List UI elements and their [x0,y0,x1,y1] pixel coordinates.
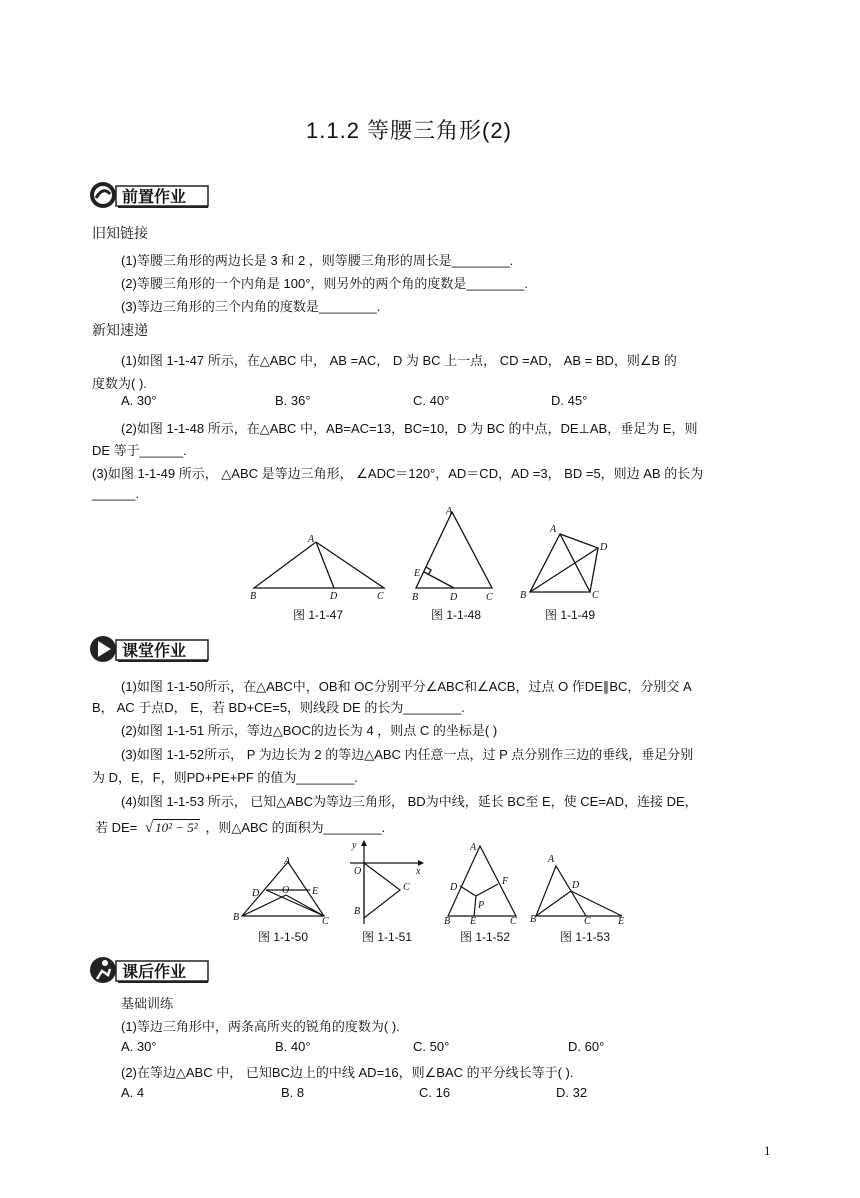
figure-1-1-53 [528,850,630,926]
vertex-label: A [550,524,557,535]
vertex-label: C [592,590,599,601]
class-q1-line2: B， AC 于点D， E，若 BD+CE=5，则线段 DE 的长为________. [92,700,465,715]
class-q3-line2: 为 D，E，F，则PD+PE+PF 的值为________. [92,770,358,785]
axis-label: x [416,866,421,877]
option: C. 50° [413,1039,450,1054]
figure-1-1-50 [230,852,334,924]
figure-caption: 图 1-1-52 [460,930,511,944]
option: D. 45° [551,393,588,408]
square-root-expression: √ 10² − 5² [144,820,198,836]
q4-suffix: ，则△ABC 的面积为________. [205,820,386,835]
heading-old: 旧知链接 [92,225,148,241]
figure-1-1-49 [516,520,612,602]
vertex-label: E [312,886,319,897]
vertex-label: A [308,534,315,545]
section-badge-class [88,634,210,664]
new-q3-line2: ______. [92,486,139,501]
new-q2-line1: (2)如图 1-1-48 所示，在△ABC 中，AB=AC=13，BC=10，D 为 BC 的中点，DE⊥AB，垂足为 E，则 [121,421,698,436]
vertex-label: C [584,916,591,926]
after-q2: (2)在等边△ABC 中， 已知BC边上的中线 AD=16，则∠BAC 的平分线长等于( ). [121,1065,574,1080]
figure-1-1-48 [408,504,498,602]
class-q4-line1: (4)如图 1-1-53 所示， 已知△ABC为等边三角形， BD为中线，延长 BC至 E，使 CE=AD，连接 DE， [121,794,698,809]
vertex-label: B [250,591,257,602]
old-q2: (2)等腰三角形的一个内角是 100°，则另外的两个角的度数是________. [121,276,528,291]
axis-label: y [352,840,357,851]
q4-prefix: 若 DE= [95,820,138,835]
vertex-label: A [284,856,291,867]
new-q1-line1: (1)如图 1-1-47 所示，在△ABC 中， AB =AC， D 为 BC 上一点， CD =AD， AB = BD，则∠B 的 [121,353,677,368]
figure-1-1-51 [344,838,426,926]
option: C. 40° [413,393,450,408]
figure-caption: 图 1-1-53 [560,930,611,944]
vertex-label: D [450,592,458,602]
section-title: 前置作业 [122,187,187,206]
option: D. 32 [556,1085,588,1100]
vertex-label: O [354,866,362,877]
option: A. 30° [121,1039,157,1054]
vertex-label: E [414,568,421,579]
after-q1: (1)等边三角形中，两条高所夹的锐角的度数为( ). [121,1019,400,1034]
vertex-label: C [403,882,410,893]
page-title: 1.1.2 等腰三角形(2) [306,118,512,143]
vertex-label: B [444,916,451,924]
vertex-label: B [354,906,361,917]
vertex-label: D [572,880,580,891]
heading-basic: 基础训练 [121,996,174,1011]
figure-caption: 图 1-1-49 [545,608,596,622]
figure-caption: 图 1-1-47 [293,608,344,622]
option: B. 8 [281,1085,305,1100]
class-q3-line1: (3)如图 1-1-52所示， P 为边长为 2 的等边△ABC 内任意一点，过 P 点分别作三边的垂线，垂足分别 [121,747,694,762]
vertex-label: C [486,592,493,602]
vertex-label: D [330,591,338,602]
class-q4-line2 [95,817,385,837]
vertex-label: A [446,506,453,517]
vertex-label: C [322,916,329,924]
new-q3-line1: (3)如图 1-1-49 所示， △ABC 是等边三角形， ∠ADC＝120°，AD＝CD，AD =3， BD =5，则边 AB 的长为 [92,466,704,481]
figure-caption: 图 1-1-50 [258,930,309,944]
figure-caption: 图 1-1-51 [362,930,413,944]
vertex-label: A [470,842,477,853]
radicand: 10² − 5² [155,820,198,835]
figure-caption: 图 1-1-48 [431,608,482,622]
class-q2: (2)如图 1-1-51 所示，等边△BOC的边长为 4 ，则点 C 的坐标是( ) [121,723,498,738]
vertex-label: C [377,591,384,602]
vertex-label: D [252,888,260,899]
old-q3: (3)等边三角形的三个内角的度数是________. [121,299,381,314]
vertex-label: O [282,885,290,896]
section-title: 课堂作业 [122,641,187,660]
vertex-label: C [510,916,517,924]
vertex-label: E [618,916,625,926]
figure-1-1-52 [440,838,526,924]
option: D. 60° [568,1039,605,1054]
option: A. 30° [121,393,157,408]
option: C. 16 [419,1085,451,1100]
section-badge-pre [88,180,210,210]
vertex-label: D [600,542,608,553]
page-number: 1 [764,1143,771,1158]
old-q1: (1)等腰三角形的两边长是 3 和 2 ，则等腰三角形的周长是________. [121,253,514,268]
vertex-label: B [412,592,419,602]
vertex-label: A [548,854,555,865]
class-q1-line1: (1)如图 1-1-50所示，在△ABC中，OB和 OC分别平分∠ABC和∠ACB，过点 O 作DE∥BC，分别交 A [121,679,692,694]
vertex-label: D [450,882,458,893]
section-badge-after [88,955,210,985]
option: B. 40° [275,1039,311,1054]
heading-new: 新知速递 [92,322,148,338]
vertex-label: B [530,914,537,925]
vertex-label: B [520,590,527,601]
new-q1-line2: 度数为( ). [92,376,147,391]
section-title: 课后作业 [122,962,187,981]
vertex-label: F [502,876,509,887]
vertex-label: B [233,912,240,923]
figure-1-1-47 [246,530,392,602]
vertex-label: P [478,900,485,911]
option: A. 4 [121,1085,145,1100]
option: B. 36° [275,393,311,408]
vertex-label: E [470,916,477,924]
new-q2-line2: DE 等于______. [92,443,187,458]
